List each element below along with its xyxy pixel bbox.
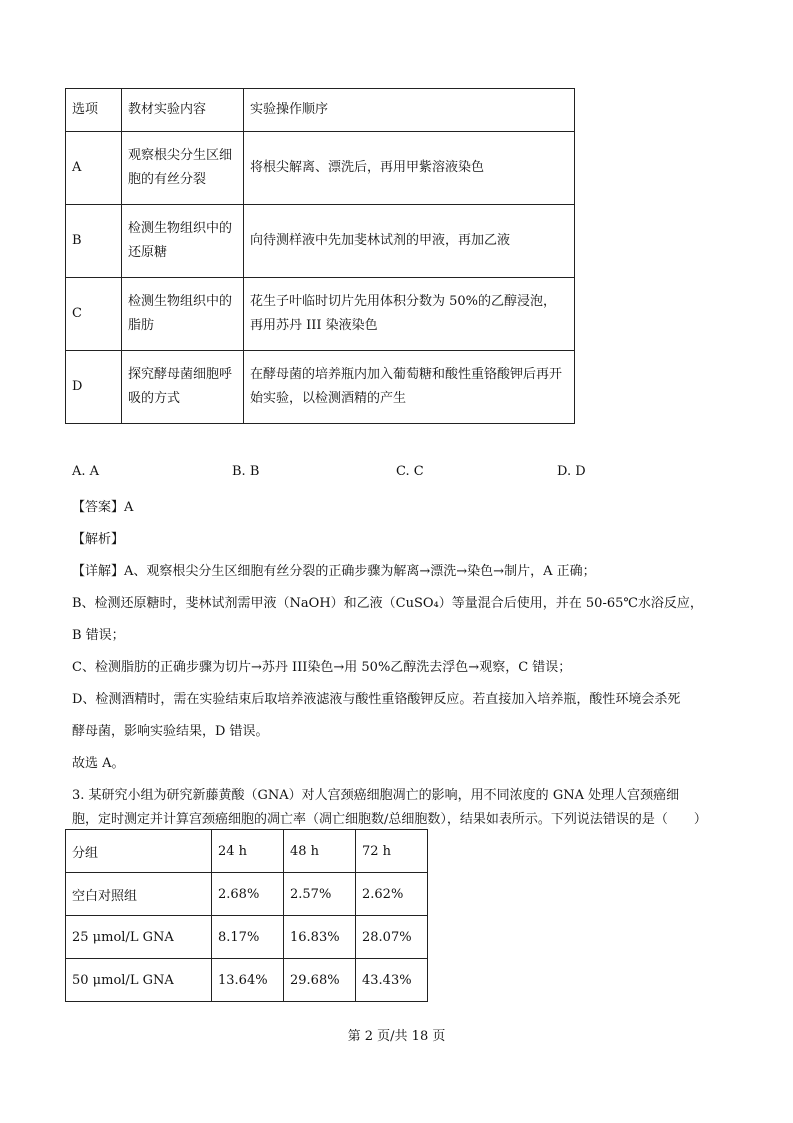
explanation-line: C、检测脂肪的正确步骤为切片→苏丹 III染色→用 50%乙醇洗去浮色→观察，C 错误；: [72, 660, 572, 675]
choice-a: A. A: [72, 464, 100, 479]
table-header-row: [66, 89, 575, 132]
table-row: [66, 351, 575, 424]
row-procedure: 花生子叶临时切片先用体积分数为 50%的乙醇浸泡，再用苏丹 III 染液染色: [244, 278, 575, 351]
explanation-line: 酵母菌，影响实验结果，D 错误。: [72, 724, 269, 739]
explanation-line: B 错误；: [72, 628, 125, 643]
header-option: 选项: [66, 89, 122, 132]
header-group: 分组: [66, 830, 212, 873]
explanation-line: B、检测还原糖时，斐林试剂需甲液（NaOH）和乙液（CuSO₄）等量混合后使用，并在 50-65℃水浴反应，: [72, 596, 703, 611]
header-24h: 24 h: [212, 830, 284, 873]
header-procedure: 实验操作顺序: [244, 89, 575, 132]
answer-choices: [0, 464, 793, 484]
cell-value: 43.43%: [356, 959, 428, 1002]
row-procedure: 向待测样液中先加斐林试剂的甲液，再加乙液: [244, 205, 575, 278]
table-row: [66, 278, 575, 351]
row-option: C: [66, 278, 122, 351]
row-option: B: [66, 205, 122, 278]
page-footer: 第 2 页/共 18 页: [347, 1029, 446, 1044]
table-row: [66, 205, 575, 278]
question-line: 胞，定时测定并计算宫颈癌细胞的凋亡率（凋亡细胞数/总细胞数），结果如表所示。下列说法错误的是（ ）: [72, 812, 707, 827]
cell-value: 2.57%: [284, 873, 356, 916]
question-line: 3. 某研究小组为研究新藤黄酸（GNA）对人宫颈癌细胞凋亡的影响，用不同浓度的 GNA 处理人宫颈癌细: [72, 788, 680, 803]
table-row: [66, 873, 428, 916]
header-72h: 72 h: [356, 830, 428, 873]
cell-group: 空白对照组: [66, 873, 212, 916]
cell-value: 13.64%: [212, 959, 284, 1002]
row-procedure: 将根尖解离、漂洗后，再用甲紫溶液染色: [244, 132, 575, 205]
apoptosis-table: [65, 829, 428, 1002]
header-48h: 48 h: [284, 830, 356, 873]
cell-group: 50 μmol/L GNA: [66, 959, 212, 1002]
cell-value: 29.68%: [284, 959, 356, 1002]
table-row: [66, 959, 428, 1002]
table-row: [66, 132, 575, 205]
row-content: 探究酵母菌细胞呼吸的方式: [122, 351, 244, 424]
explanation-line: 【详解】A、观察根尖分生区细胞有丝分裂的正确步骤为解离→漂洗→染色→制片，A 正确；: [72, 564, 596, 579]
choice-d: D. D: [557, 464, 586, 479]
answer-line: 【答案】A: [72, 500, 134, 515]
explanation-line: 故选 A。: [72, 756, 125, 771]
cell-value: 16.83%: [284, 916, 356, 959]
row-content: 观察根尖分生区细胞的有丝分裂: [122, 132, 244, 205]
header-content: 教材实验内容: [122, 89, 244, 132]
cell-value: 2.62%: [356, 873, 428, 916]
analysis-label: 【解析】: [72, 532, 125, 547]
cell-value: 8.17%: [212, 916, 284, 959]
row-content: 检测生物组织中的脂肪: [122, 278, 244, 351]
table-row: [66, 916, 428, 959]
choice-b: B. B: [232, 464, 260, 479]
row-option: D: [66, 351, 122, 424]
cell-value: 2.68%: [212, 873, 284, 916]
row-option: A: [66, 132, 122, 205]
cell-value: 28.07%: [356, 916, 428, 959]
row-procedure: 在酵母菌的培养瓶内加入葡萄糖和酸性重铬酸钾后再开始实验，以检测酒精的产生: [244, 351, 575, 424]
experiment-table: [65, 88, 575, 424]
row-content: 检测生物组织中的还原糖: [122, 205, 244, 278]
table-header-row: [66, 830, 428, 873]
explanation-line: D、检测酒精时，需在实验结束后取培养液滤液与酸性重铬酸钾反应。若直接加入培养瓶，酸性环境会杀死: [72, 692, 681, 707]
cell-group: 25 μmol/L GNA: [66, 916, 212, 959]
choice-c: C. C: [396, 464, 424, 479]
